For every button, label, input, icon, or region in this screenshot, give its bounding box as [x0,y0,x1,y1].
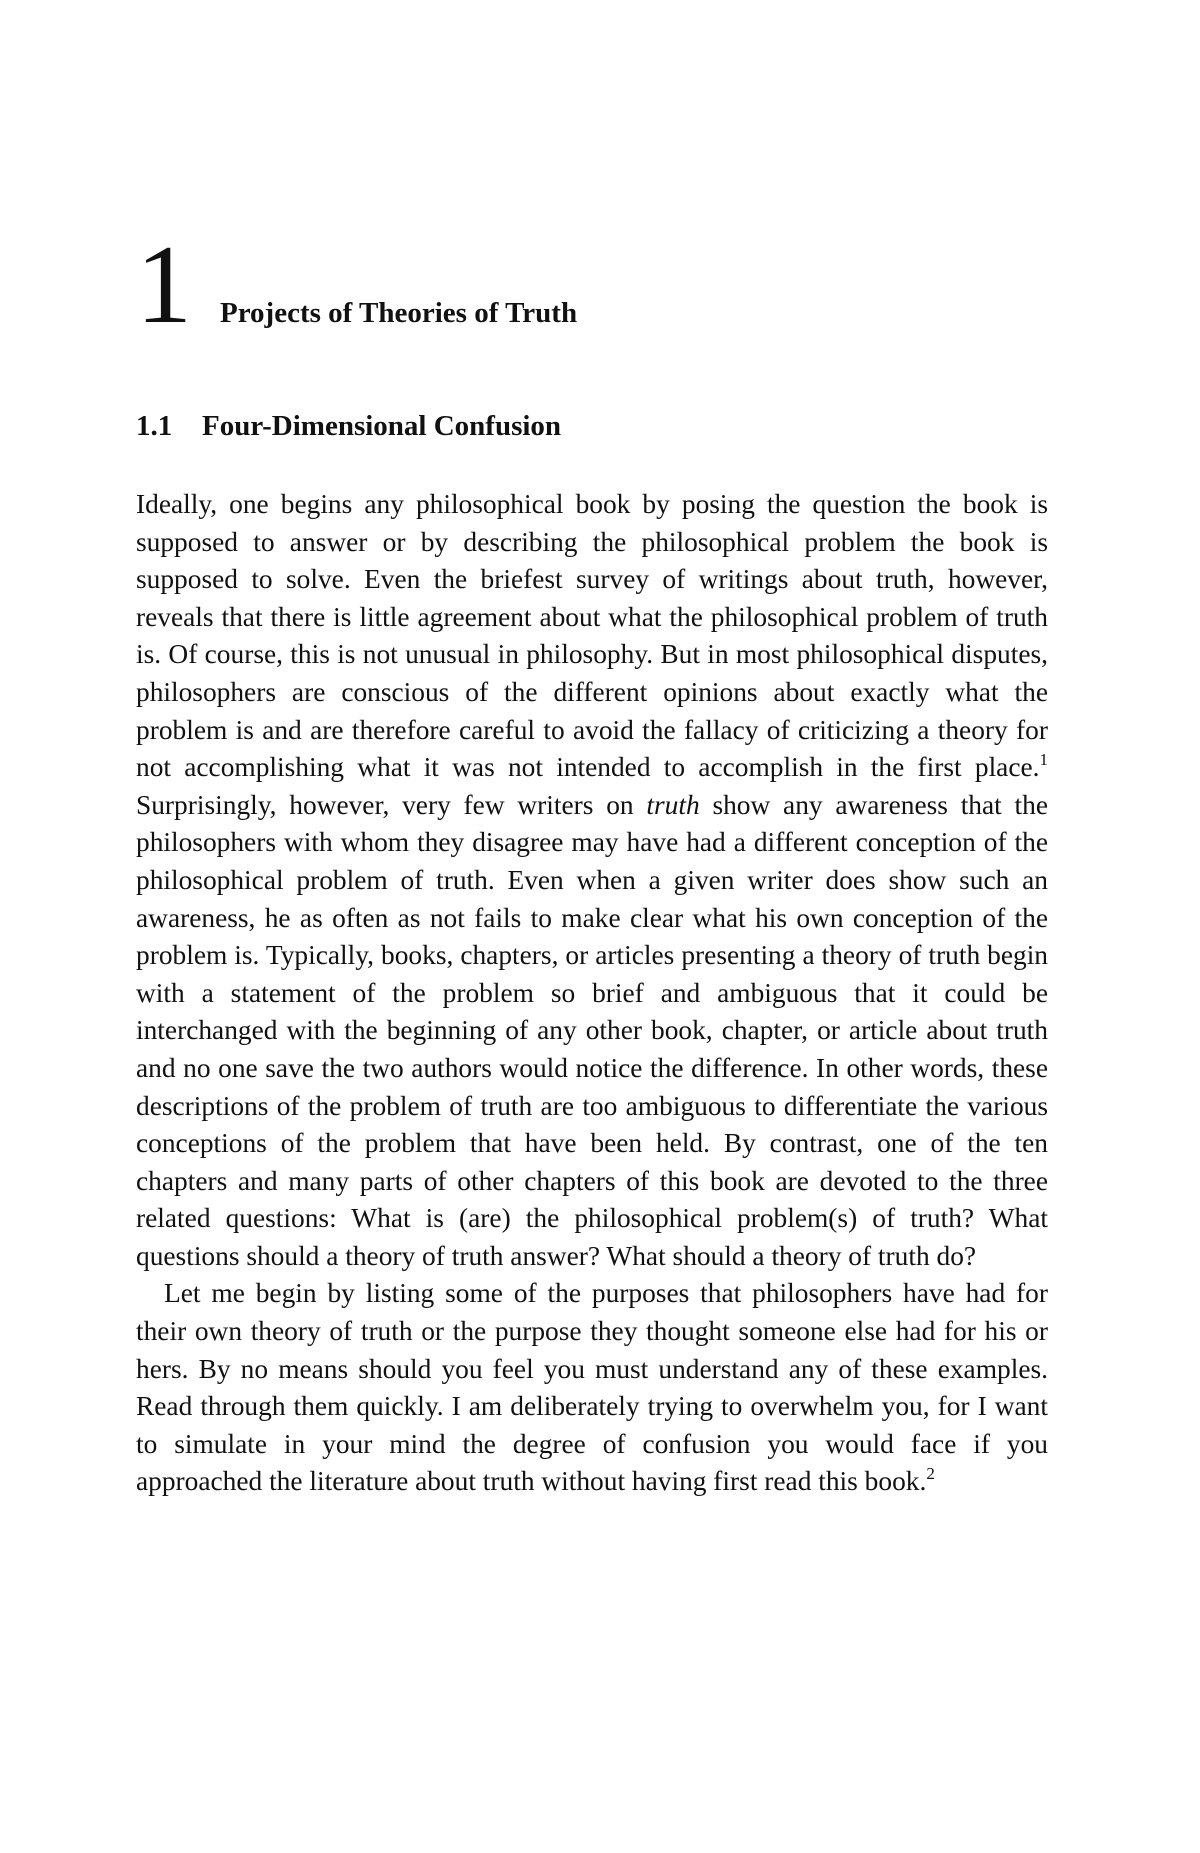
paragraph-2-text: Let me begin by listing some of the purposes that philosophers have had for their own theory of truth or the purpose they thought someone else had for his or hers. By no means should you feel you must understand any of these examples. Read through them quickly. I am deliberately trying to overwhelm you, for I want to simulate in your mind the degree of confusion you would face if you approached the literature about truth without having first read this book. [136,1278,1048,1497]
footnote-marker-2: 2 [926,1464,935,1484]
body-text [136,486,1048,1501]
chapter-heading [136,223,578,347]
paragraph-1 [136,486,1048,1275]
footnote-marker-1: 1 [1039,750,1048,770]
paragraph-2 [136,1275,1048,1501]
chapter-number: 1 [136,223,192,347]
paragraph-1-part-3: show any awareness that the philosophers with whom they disagree may have had a different conception of the philosophical problem of truth. Even when a given writer does show such an awareness, he as often as not fails to make clear what his own conception of the problem is. Typically, books, chapters, or articles presenting a theory of truth begin with a statement of the problem so brief and ambiguous that it could be interchanged with the beginning of any other book, chapter, or article about truth and no one save the two authors would notice the difference. In other words, these descriptions of the problem of truth are too ambiguous to differentiate the various conceptions of the problem that have been held. By contrast, one of the ten chapters and many parts of other chapters of this book are devoted to the three related questions: What is (are) the philosophical problem(s) of truth? What questions should a theory of truth answer? What should a theory of truth do? [136,789,1048,1271]
paragraph-1-part-1: Ideally, one begins any philosophical book by posing the question the book is supposed to answer or by describing the philosophical problem the book is supposed to solve. Even the briefest survey of writings about truth, however, reveals that there is little agreement about what the philosophical problem of truth is. Of course, this is not unusual in philosophy. But in most philosophical disputes, philosophers are conscious of the different opinions about exactly what the problem is and are therefore careful to avoid the fallacy of criticizing a theory for not accomplishing what it was not intended to accomplish in the first place. [136,489,1048,783]
paragraph-1-part-2: Surprisingly, however, very few writers on [136,789,647,820]
chapter-title: Projects of Theories of Truth [220,296,578,329]
italic-term: truth [646,789,700,820]
section-number: 1.1 [136,410,173,442]
section-heading [136,412,561,441]
section-title: Four-Dimensional Confusion [202,410,562,442]
